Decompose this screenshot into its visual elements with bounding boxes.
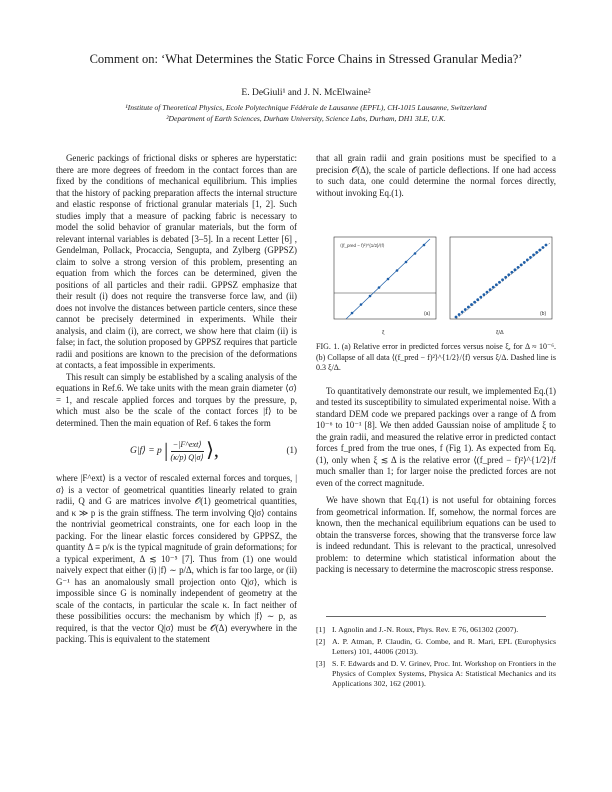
panel-b-points xyxy=(455,244,548,319)
paragraph-conclusion: We have shown that Eq.(1) is not useful for obtaining forces from geometrical information. If, somehow, the normal forces are known, then the mechanical equilibrium equations can be used to obtain the transverse forces, showing that the transverse force law is indeed redundant. This is relevant to the practical, unresolved problem: to determine which statistical information about the packing is necessary to determine the macroscopic stress response. xyxy=(316,495,556,574)
panel-b-point xyxy=(529,256,532,259)
affiliation-2: ²Department of Earth Sciences, Durham University, Science Labs, Durham, DH1 3LE, U.K. xyxy=(166,114,446,123)
legend-text: ⟨(f_pred − f)²⟩^{1/2}/⟨f⟩ xyxy=(340,243,385,248)
paper-title: Comment on: ‘What Determines the Static Force Chains in Stressed Granular Media?’ xyxy=(89,52,523,66)
equation-1 xyxy=(56,433,297,469)
panel-b-label: (b) xyxy=(540,311,547,317)
panel-b xyxy=(450,237,552,336)
panel-a-point xyxy=(414,252,417,255)
panel-b-point xyxy=(495,283,498,286)
figure-1 xyxy=(316,233,556,338)
equation-number: (1) xyxy=(286,445,297,455)
reference-3 xyxy=(316,659,556,689)
right-column xyxy=(316,153,556,691)
panel-a-point xyxy=(423,244,426,247)
panel-a-point xyxy=(387,278,390,281)
paragraph-continued: that all grain radii and grain positions must be specified to a precision 𝒪(Δ), the scale of particle deflections. If one had access to such data, one could determine the normal forces directly, without invoking Eq.(1). xyxy=(316,153,556,198)
reference-number: [3] xyxy=(316,658,326,668)
panel-a-label: (a) xyxy=(424,311,431,317)
panel-b-point xyxy=(458,313,461,316)
figure-caption: FIG. 1. (a) Relative error in predicted forces versus noise ξ, for Δ ≈ 10⁻⁶. (b) Collapse of all data ⟨(f_pred − f)²⟩^{1/2}/⟨f⟩ versus ξ/Δ. Dashed line is 0.3 ξ/Δ. xyxy=(316,342,556,372)
panel-b-point xyxy=(520,263,523,266)
panel-b-point xyxy=(483,293,486,296)
panel-b-point xyxy=(514,268,517,271)
panel-a-frame xyxy=(334,237,436,319)
panel-a-point xyxy=(360,303,363,306)
panel-b-point xyxy=(486,291,489,294)
reference-text: I. Agnolin and J.-N. Roux, Phys. Rev. E 76, 061302 (2007). xyxy=(332,624,519,634)
paragraph-analysis: where |F^ext⟩ is a vector of rescaled external forces and torques, |σ⟩ is a vector of geometrical quantities linearly related to grain radii, Q and G are matrices involve 𝒪(1) geometrical quantities, and κ ≫ p is the grain stiffness. The term involving Q|σ⟩ contains the nontrivial geometrical constraints, one for each loop in the packing. For the linear elastic forces considered by GPPSZ, the quantity Δ ≡ p/κ is the typical magnitude of grain deformations; for a typical experiment, Δ ≲ 10⁻⁵ [7]. Thus from (1) one would naively expect that either (i) |f⟩ ∼ p/Δ, which is far too large, or (ii) G⁻¹ has an anomalously small projection onto Q|σ⟩, which is impossible since G is nominally independent of geometry at the scale of the contacts, in particular the scale κ. In fact neither of these possibilities occurs: the mechanism by which |f⟩ ∼ p, as required, is that the vector Q|σ⟩ must be 𝒪(Δ) everywhere in the packing. This is equivalent to the statement xyxy=(56,473,297,644)
panel-b-point xyxy=(470,303,473,306)
figure-1-plots xyxy=(316,233,556,338)
left-column xyxy=(56,153,297,646)
panel-a-point xyxy=(405,261,408,264)
panel-b-point xyxy=(517,266,520,269)
equation-lhs: G|f⟩ = p xyxy=(130,446,162,457)
affiliations xyxy=(40,102,572,124)
panel-a-points xyxy=(351,244,426,315)
panel-b-point xyxy=(504,276,507,279)
panel-b-point xyxy=(461,311,464,314)
references-divider xyxy=(326,616,546,617)
panel-b-frame xyxy=(450,237,552,319)
panel-b-point xyxy=(523,261,526,264)
panel-b-point xyxy=(489,288,492,291)
reference-1 xyxy=(316,625,556,635)
affiliation-1: ¹Institute of Theoretical Physics, Ecole Polytechnique Fédérale de Lausanne (EPFL), CH-1015 Lausanne, Switzerland xyxy=(125,103,487,112)
reference-text: A. P. Atman, P. Claudin, G. Combe, and R. Mari, EPL (Europhysics Letters) 101, 44006 (2013). xyxy=(332,636,556,656)
panel-b-point xyxy=(526,258,529,261)
panel-a-point xyxy=(369,295,372,298)
paragraph-scaling: This result can simply be established by a scaling analysis of the equations in Ref.6. We take units with the mean grain diameter ⟨σ⟩ = 1, and rescale applied forces and torques by the pressure, p, which must also be the scale of the contact forces |f⟩ to be determined. Then the main equation of Ref. 6 takes the form xyxy=(56,371,297,428)
panel-b-point xyxy=(492,286,495,289)
panel-a xyxy=(334,237,436,336)
panel-b-point xyxy=(545,244,548,247)
panel-b-point xyxy=(501,278,504,281)
equation-top-entry: −|F^ext⟩ xyxy=(171,439,204,452)
equation-body xyxy=(130,439,219,463)
paragraph-method: To quantitatively demonstrate our result, we implemented Eq.(1) and tested its susceptibility to simulated experimental noise. With a standard DEM code we prepared packings over a range of Δ from 10⁻⁶ to 10⁻¹ [8]. We then added Gaussian noise of amplitude ξ to the grain radii, and measured the relative error in predicted contact forces f_pred from the true ones, f (Fig 1). As expected from Eq.(1), only when ξ ≲ Δ is the relative error ⟨(f_pred − f)²⟩^{1/2}/f much smaller than 1; for larger noise the predicted forces are not even of the correct magnitude. xyxy=(316,385,556,488)
panel-b-point xyxy=(455,316,458,319)
author-list: E. DeGiuli¹ and J. N. McElwaine² xyxy=(241,88,371,98)
reference-number: [1] xyxy=(316,624,326,634)
paragraph-intro: Generic packings of frictional disks or spheres are hyperstatic: there are more degrees of freedom in the contact forces than are fixed by the conditions of mechanical equilibrium. This implies that the history of packing preparation affects the internal structure and elastic response of frictional granular materials [1, 2]. Such studies imply that a measure of packing fabric is necessary to model the solid behavior of granular materials, but the form of relevant internal variables is debated [3–5]. In a recent Letter [6] , Gendelman, Pollack, Procaccia, Sengupta, and Zylberg (GPPSZ) claim to solve a strong version of this problem, presenting an equation from which the forces can be determined, given the positions of all particles and their radii. GPPSZ emphasize that their result (i) does not require the transverse force law, and (ii) does not involve the distances between particle centers, since these cannot be precisely determined in experiments. While their analysis, and claim (i), are correct, we show here that claim (ii) is false; in fact, the solution proposed by GPPSZ requires that particle radii and positions are known to the precision of the deformations at contacts, a feat impossible in experiments. xyxy=(56,153,297,370)
panel-b-point xyxy=(498,281,501,284)
reference-number: [2] xyxy=(316,636,326,646)
right-bracket: ⟩, xyxy=(206,439,219,462)
panel-b-point xyxy=(479,296,482,299)
panel-b-point xyxy=(464,308,467,311)
panel-a-point xyxy=(351,312,354,315)
panel-b-point xyxy=(538,249,541,252)
panel-a-point xyxy=(396,269,399,272)
panel-b-point xyxy=(507,273,510,276)
panel-a-point xyxy=(378,286,381,289)
panel-b-point xyxy=(541,246,544,249)
equation-vector xyxy=(171,439,204,463)
panel-b-point xyxy=(532,254,535,257)
panel-a-xlabel: ξ xyxy=(382,330,385,336)
references xyxy=(316,616,556,689)
panel-b-point xyxy=(467,306,470,309)
reference-2 xyxy=(316,637,556,657)
panel-b-xlabel: ξ/Δ xyxy=(496,330,504,336)
panel-b-point xyxy=(510,271,513,274)
panel-b-point xyxy=(476,298,479,301)
reference-text: S. F. Edwards and D. V. Grinev, Proc. Int. Workshop on Frontiers in the Physics of Complex Systems, Physica A: Statistical Mechanics and its Applications 302, 162 (2001). xyxy=(332,658,556,688)
left-bracket: | xyxy=(164,439,169,462)
panel-b-point xyxy=(473,301,476,304)
equation-bottom-entry: (κ/p) Q|σ⟩ xyxy=(170,452,204,462)
panel-b-point xyxy=(535,251,538,254)
